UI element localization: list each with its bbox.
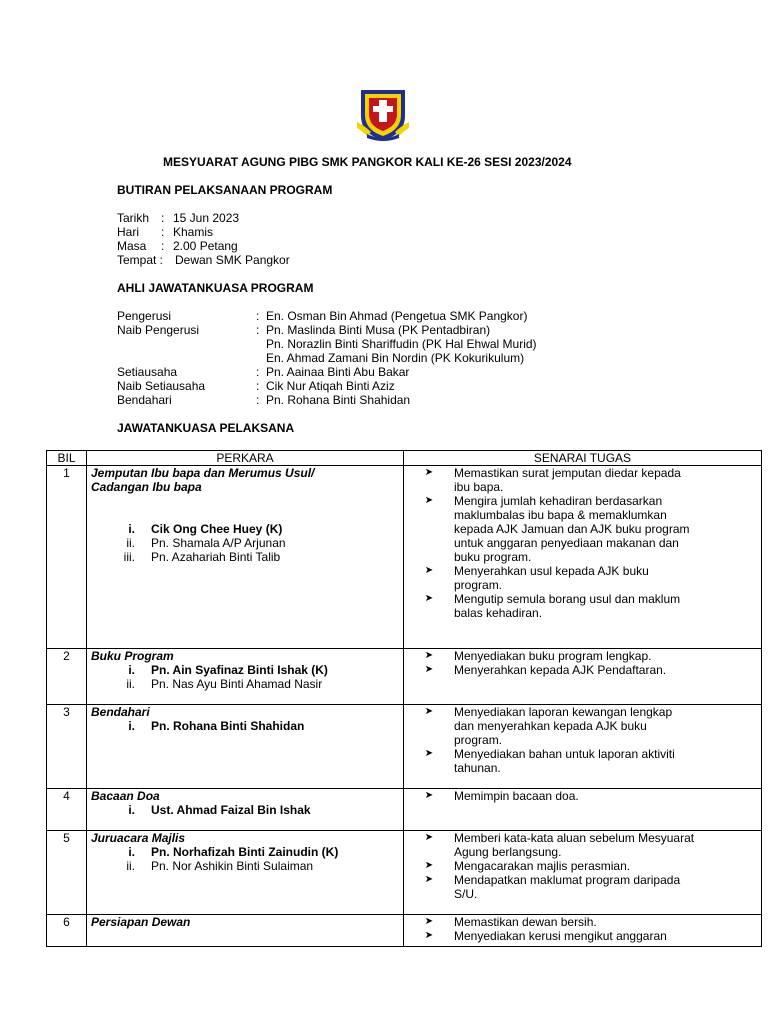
section-heading-pelaksana: JAWATANKUASA PELAKSANA bbox=[117, 421, 295, 435]
row-number: 5 bbox=[47, 831, 87, 915]
committee-member: Pn. Aainaa Binti Abu Bakar bbox=[266, 365, 410, 379]
member-number: i. bbox=[128, 522, 135, 536]
member-item bbox=[91, 803, 403, 817]
duties-cell bbox=[404, 705, 762, 789]
arrow-bullet-icon: ➤ bbox=[424, 748, 434, 759]
task-title: Jemputan Ibu bapa dan Merumus Usul/ bbox=[91, 466, 315, 480]
member-item bbox=[91, 663, 403, 677]
task-table bbox=[46, 450, 762, 947]
duty-item bbox=[404, 859, 757, 873]
committee-member: Cik Nur Atiqah Binti Aziz bbox=[266, 379, 395, 393]
duty-line: buku program. bbox=[454, 550, 532, 564]
committee-separator: : bbox=[256, 365, 260, 379]
duty-text bbox=[454, 789, 757, 803]
spacer bbox=[91, 494, 403, 522]
duty-line: tahunan. bbox=[454, 761, 501, 775]
arrow-bullet-icon: ➤ bbox=[424, 664, 434, 675]
duty-text bbox=[454, 929, 757, 943]
detail-label: Tempat : bbox=[117, 253, 164, 267]
duties-cell bbox=[404, 466, 762, 649]
detail-separator: : bbox=[161, 211, 165, 225]
duty-list bbox=[404, 649, 761, 677]
detail-value: 2.00 Petang bbox=[173, 239, 238, 253]
committee-separator: : bbox=[256, 393, 260, 407]
perkara-cell bbox=[87, 831, 404, 915]
duty-list bbox=[404, 705, 761, 775]
committee-role: Pengerusi bbox=[117, 309, 172, 323]
duty-item bbox=[404, 649, 757, 663]
duty-item bbox=[404, 789, 757, 803]
arrow-bullet-icon: ➤ bbox=[424, 860, 434, 871]
duty-item bbox=[404, 747, 757, 775]
duty-line: Memimpin bacaan doa. bbox=[454, 789, 579, 803]
duty-line: Menyediakan kerusi mengikut anggaran bbox=[454, 929, 667, 943]
row-number: 4 bbox=[47, 789, 87, 831]
duties-cell bbox=[404, 831, 762, 915]
task-title: Persiapan Dewan bbox=[91, 915, 191, 929]
arrow-bullet-icon: ➤ bbox=[424, 593, 434, 604]
header-perkara: PERKARA bbox=[87, 451, 404, 466]
member-name: Pn. Norhafizah Binti Zainudin (K) bbox=[151, 845, 339, 859]
duty-line: S/U. bbox=[454, 887, 478, 901]
duty-line: balas kehadiran. bbox=[454, 606, 543, 620]
duty-item bbox=[404, 705, 757, 747]
detail-label: Hari bbox=[117, 225, 140, 239]
duty-item bbox=[404, 663, 757, 677]
member-name: Pn. Nor Ashikin Binti Sulaiman bbox=[151, 859, 314, 873]
section-heading-butiran: BUTIRAN PELAKSANAAN PROGRAM bbox=[117, 183, 333, 197]
perkara-cell bbox=[87, 466, 404, 649]
duty-line: kepada AJK Jamuan dan AJK buku program bbox=[454, 522, 690, 536]
duty-line: Mengutip semula borang usul dan maklum bbox=[454, 592, 681, 606]
duty-text bbox=[454, 747, 757, 775]
task-title: Bendahari bbox=[91, 705, 150, 719]
duty-item bbox=[404, 929, 757, 943]
duty-list bbox=[404, 789, 761, 803]
row-number: 3 bbox=[47, 705, 87, 789]
member-name: Pn. Azahariah Binti Talib bbox=[151, 550, 281, 564]
duty-text bbox=[454, 663, 757, 677]
duty-text bbox=[454, 564, 757, 592]
committee-member: Pn. Maslinda Binti Musa (PK Pentadbiran) bbox=[266, 323, 491, 337]
perkara-cell bbox=[87, 915, 404, 947]
member-item bbox=[91, 859, 403, 873]
committee-member: Pn. Norazlin Binti Shariffudin (PK Hal Ehwal Murid) bbox=[266, 337, 537, 351]
arrow-bullet-icon: ➤ bbox=[424, 916, 434, 927]
member-number: i. bbox=[128, 803, 135, 817]
duty-item bbox=[404, 831, 757, 859]
member-number: ii. bbox=[126, 536, 135, 550]
member-name: Pn. Rohana Binti Shahidan bbox=[151, 719, 305, 733]
duty-item bbox=[404, 592, 757, 620]
committee-role: Bendahari bbox=[117, 393, 172, 407]
page-title: MESYUARAT AGUNG PIBG SMK PANGKOR KALI KE-26 SESI 2023/2024 bbox=[163, 155, 572, 169]
row-number: 1 bbox=[47, 466, 87, 649]
duty-line: ibu bapa. bbox=[454, 480, 504, 494]
table-row bbox=[47, 831, 762, 915]
member-item bbox=[91, 522, 403, 536]
duty-line: maklumbalas ibu bapa & memaklumkan bbox=[454, 508, 667, 522]
detail-value: Khamis bbox=[173, 225, 214, 239]
duty-list bbox=[404, 915, 761, 943]
duty-text bbox=[454, 859, 757, 873]
task-title: Juruacara Majlis bbox=[91, 831, 186, 845]
duty-line: Memberi kata-kata aluan sebelum Mesyuarat bbox=[454, 831, 695, 845]
detail-label: Masa bbox=[117, 239, 147, 253]
table-header-row bbox=[47, 451, 762, 466]
member-item bbox=[91, 845, 403, 859]
header-senarai-tugas: SENARAI TUGAS bbox=[404, 451, 762, 466]
member-item bbox=[91, 536, 403, 550]
section-heading-ajk: AHLI JAWATANKUASA PROGRAM bbox=[117, 281, 314, 295]
arrow-bullet-icon: ➤ bbox=[424, 874, 434, 885]
duty-line: Memastikan surat jemputan diedar kepada bbox=[454, 466, 681, 480]
committee-member: En. Osman Bin Ahmad (Pengetua SMK Pangkor) bbox=[266, 309, 528, 323]
arrow-bullet-icon: ➤ bbox=[424, 790, 434, 801]
member-name: Cik Ong Chee Huey (K) bbox=[151, 522, 283, 536]
perkara-cell bbox=[87, 649, 404, 705]
member-number: i. bbox=[128, 719, 135, 733]
duty-item bbox=[404, 494, 757, 564]
member-name: Pn. Nas Ayu Binti Ahamad Nasir bbox=[151, 677, 323, 691]
duty-text bbox=[454, 705, 757, 747]
task-title: Bacaan Doa bbox=[91, 789, 160, 803]
duty-item bbox=[404, 466, 757, 494]
detail-value: Dewan SMK Pangkor bbox=[175, 253, 290, 267]
committee-separator: : bbox=[256, 323, 260, 337]
member-number: i. bbox=[128, 845, 135, 859]
table-row bbox=[47, 466, 762, 649]
committee-role: Naib Setiausaha bbox=[117, 379, 206, 393]
duty-text bbox=[454, 649, 757, 663]
duty-text bbox=[454, 466, 757, 494]
arrow-bullet-icon: ➤ bbox=[424, 832, 434, 843]
duty-line: Agung berlangsung. bbox=[454, 845, 562, 859]
duty-line: Menyerahkan usul kepada AJK buku bbox=[454, 564, 649, 578]
duty-text bbox=[454, 592, 757, 620]
arrow-bullet-icon: ➤ bbox=[424, 650, 434, 661]
committee-separator: : bbox=[256, 379, 260, 393]
arrow-bullet-icon: ➤ bbox=[424, 467, 434, 478]
member-name: Ust. Ahmad Faizal Bin Ishak bbox=[151, 803, 311, 817]
table-row bbox=[47, 649, 762, 705]
duty-text bbox=[454, 915, 757, 929]
row-number: 2 bbox=[47, 649, 87, 705]
member-number: iii. bbox=[123, 550, 135, 564]
table-row bbox=[47, 915, 762, 947]
duty-line: Menyediakan buku program lengkap. bbox=[454, 649, 652, 663]
duty-list bbox=[404, 466, 761, 620]
duty-item bbox=[404, 873, 757, 901]
detail-value: 15 Jun 2023 bbox=[173, 211, 240, 225]
member-number: ii. bbox=[126, 859, 135, 873]
duty-text bbox=[454, 494, 757, 564]
member-name: Pn. Shamala A/P Arjunan bbox=[151, 536, 286, 550]
member-item bbox=[91, 550, 403, 564]
header-bil: BIL bbox=[47, 451, 87, 466]
committee-member: Pn. Rohana Binti Shahidan bbox=[266, 393, 411, 407]
committee-role: Naib Pengerusi bbox=[117, 323, 200, 337]
duties-cell bbox=[404, 649, 762, 705]
table-row bbox=[47, 789, 762, 831]
table-row bbox=[47, 705, 762, 789]
duty-line: Mendapatkan maklumat program daripada bbox=[454, 873, 681, 887]
task-title: Buku Program bbox=[91, 649, 174, 663]
duties-cell bbox=[404, 915, 762, 947]
member-item bbox=[91, 719, 403, 733]
duty-text bbox=[454, 831, 757, 859]
duty-line: program. bbox=[454, 733, 503, 747]
member-name: Pn. Ain Syafinaz Binti Ishak (K) bbox=[151, 663, 328, 677]
duty-line: Mengira jumlah kehadiran berdasarkan bbox=[454, 494, 663, 508]
duty-line: Menyediakan laporan kewangan lengkap bbox=[454, 705, 673, 719]
duties-cell bbox=[404, 789, 762, 831]
duty-line: Mengacarakan majlis perasmian. bbox=[454, 859, 631, 873]
duty-line: untuk anggaran penyediaan makanan dan bbox=[454, 536, 679, 550]
duty-line: Memastikan dewan bersih. bbox=[454, 915, 597, 929]
duty-list bbox=[404, 831, 761, 901]
task-title: Cadangan Ibu bapa bbox=[91, 480, 202, 494]
perkara-cell bbox=[87, 705, 404, 789]
arrow-bullet-icon: ➤ bbox=[424, 930, 434, 941]
member-number: ii. bbox=[126, 677, 135, 691]
committee-role: Setiausaha bbox=[117, 365, 178, 379]
school-crest-logo bbox=[357, 86, 409, 142]
perkara-cell bbox=[87, 789, 404, 831]
duty-line: dan menyerahkan kepada AJK buku bbox=[454, 719, 647, 733]
arrow-bullet-icon: ➤ bbox=[424, 495, 434, 506]
duty-item bbox=[404, 915, 757, 929]
duty-line: Menyediakan bahan untuk laporan aktiviti bbox=[454, 747, 675, 761]
committee-member: En. Ahmad Zamani Bin Nordin (PK Kokurikulum) bbox=[266, 351, 525, 365]
detail-separator: : bbox=[161, 239, 165, 253]
duty-line: program. bbox=[454, 578, 503, 592]
duty-item bbox=[404, 564, 757, 592]
detail-separator: : bbox=[161, 225, 165, 239]
row-number: 6 bbox=[47, 915, 87, 947]
duty-line: Menyerahkan kepada AJK Pendaftaran. bbox=[454, 663, 667, 677]
committee-separator: : bbox=[256, 309, 260, 323]
duty-text bbox=[454, 873, 757, 901]
member-item bbox=[91, 677, 403, 691]
detail-label: Tarikh bbox=[117, 211, 150, 225]
arrow-bullet-icon: ➤ bbox=[424, 706, 434, 717]
arrow-bullet-icon: ➤ bbox=[424, 565, 434, 576]
member-number: i. bbox=[128, 663, 135, 677]
